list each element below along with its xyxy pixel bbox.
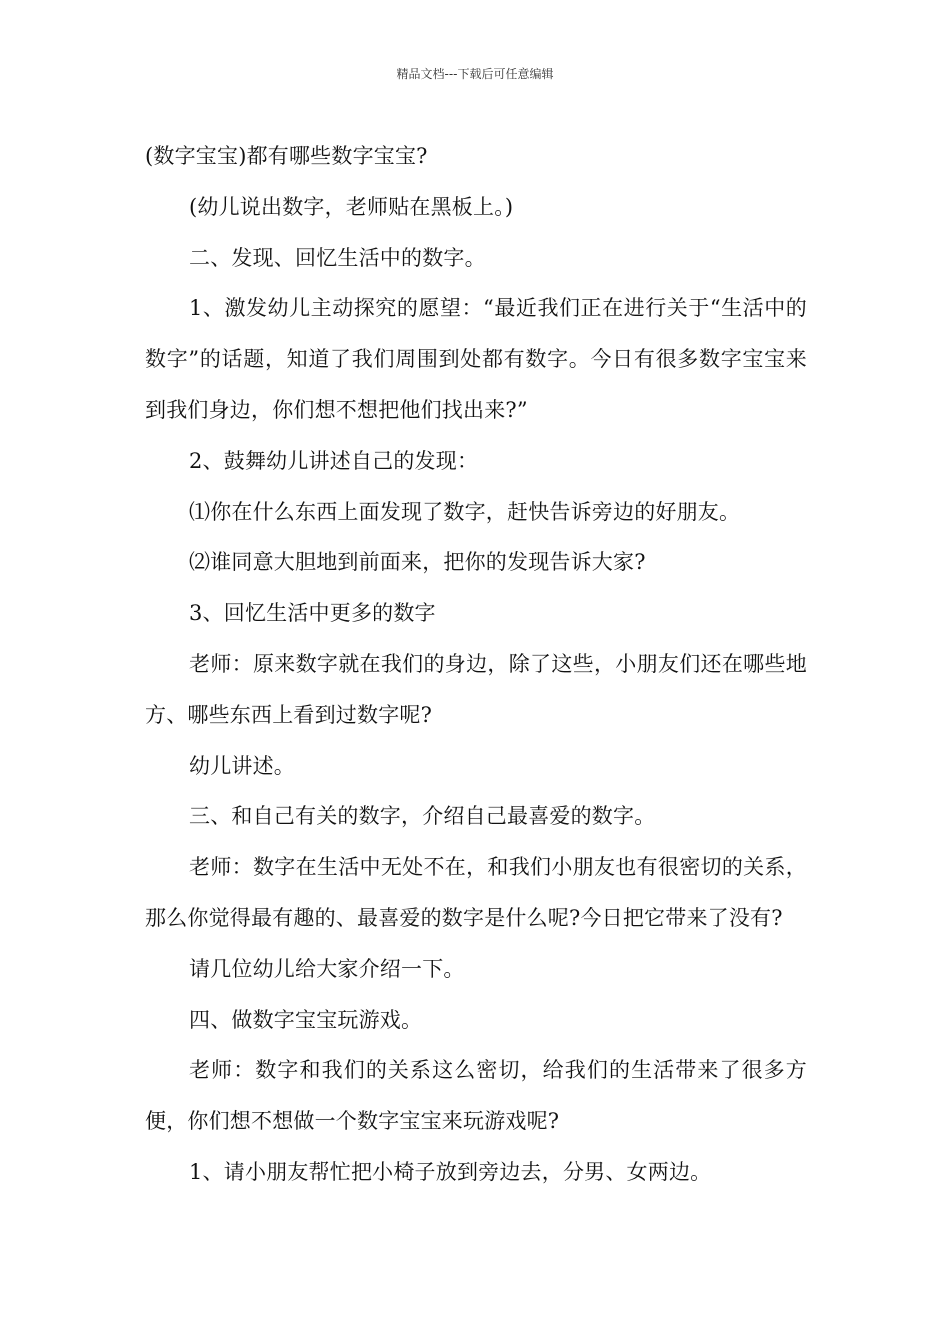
paragraph-16: 1、请小朋友帮忙把小椅子放到旁边去，分男、女两边。 xyxy=(189,1159,712,1184)
paragraph-4: 1、激发幼儿主动探究的愿望：“最近我们正在进行关于“生活中的数字”的话题，知道了我们周围到处都有数字。今日有很多数字宝宝来到我们身边，你们想不想把他们找出来?” xyxy=(145,296,807,422)
section-heading-4: 四、做数字宝宝玩游戏。 xyxy=(189,1007,423,1032)
paragraph-10: 幼儿讲述。 xyxy=(189,753,295,778)
paragraph-9: 老师：原来数字就在我们的身边，除了这些，小朋友们还在哪些地方、哪些东西上看到过数字呢? xyxy=(145,651,807,727)
paragraph-15: 老师：数字和我们的关系这么密切，给我们的生活带来了很多方便，你们想不想做一个数字宝宝来玩游戏呢? xyxy=(145,1058,807,1134)
paragraph-7: ⑵谁同意大胆地到前面来，把你的发现告诉大家? xyxy=(189,550,646,575)
section-heading-2: 二、发现、回忆生活中的数字。 xyxy=(189,245,486,270)
paragraph-8: 3、回忆生活中更多的数字 xyxy=(189,601,436,626)
paragraph-2: (幼儿说出数字，老师贴在黑板上。) xyxy=(189,194,514,219)
document-body xyxy=(145,131,807,1198)
page-header: 精品文档---下载后可任意编辑 xyxy=(396,67,554,81)
paragraph-13: 请几位幼儿给大家介绍一下。 xyxy=(189,956,465,981)
paragraph-12: 老师：数字在生活中无处不在，和我们小朋友也有很密切的关系，那么你觉得最有趣的、最喜爱的数字是什么呢?今日把它带来了没有? xyxy=(145,855,807,930)
paragraph-5: 2、鼓舞幼儿讲述自己的发现： xyxy=(189,448,479,473)
section-heading-3: 三、和自己有关的数字，介绍自己最喜爱的数字。 xyxy=(189,804,656,829)
paragraph-1: (数字宝宝)都有哪些数字宝宝? xyxy=(145,144,428,168)
paragraph-6: ⑴你在什么东西上面发现了数字，赶快告诉旁边的好朋友。 xyxy=(189,499,741,524)
